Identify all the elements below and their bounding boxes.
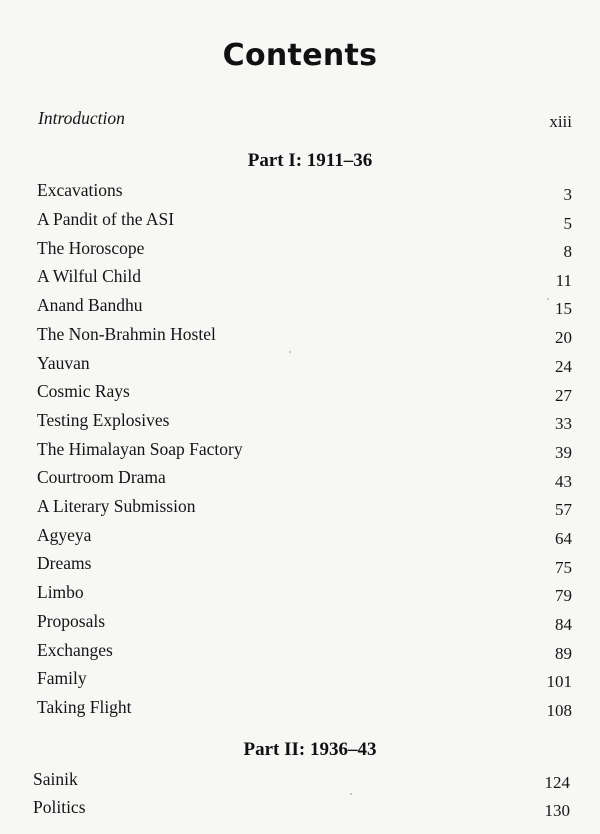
toc-entry-page: 20 (555, 328, 572, 347)
toc-entry-title: Anand Bandhu (37, 295, 143, 315)
toc-entry-page: 3 (563, 185, 572, 204)
toc-entry-title: A Pandit of the ASI (37, 209, 175, 229)
toc-entry-title: Courtroom Drama (37, 467, 166, 487)
toc-entry-title: The Horoscope (37, 238, 145, 258)
toc-entry-page: 130 (544, 801, 570, 820)
toc-entry-page: 79 (555, 586, 572, 605)
toc-entry-page: 8 (563, 242, 572, 261)
toc-entry-page: 15 (555, 299, 572, 318)
toc-entry-page: 24 (555, 357, 572, 376)
toc-entry-title: Family (37, 668, 87, 688)
toc-entry-title: Yauvan (37, 353, 90, 373)
toc-entry-page: 124 (544, 773, 570, 792)
toc-entry-title: A Literary Submission (37, 496, 196, 516)
intro-title: Introduction (38, 108, 125, 128)
toc-entry-page: 84 (555, 615, 572, 634)
part2-title: Part II: 1936–43 (243, 739, 377, 760)
toc-entry-page: 57 (555, 500, 572, 519)
paper-speck (289, 351, 291, 353)
toc-entry-title: Excavations (37, 180, 123, 200)
toc-entry-page: 75 (555, 558, 572, 577)
paper-speck (547, 298, 549, 300)
paper-speck (350, 793, 352, 795)
toc-entry-title: Proposals (37, 611, 106, 631)
toc-entry-page: 108 (546, 701, 572, 720)
toc-entry-page: 89 (555, 644, 572, 663)
intro-page: xiii (549, 112, 572, 131)
toc-entry-page: 43 (555, 472, 572, 491)
toc-entry-title: Limbo (37, 582, 84, 602)
toc-entry-page: 64 (555, 529, 572, 548)
toc-entry-title: The Non-Brahmin Hostel (37, 324, 216, 344)
toc-entry-title: Taking Flight (37, 697, 132, 717)
toc-entry-title: Cosmic Rays (37, 381, 130, 401)
contents-heading: Contents (222, 38, 378, 73)
toc-entry-title: Exchanges (37, 640, 113, 660)
toc-entry-title: The Himalayan Soap Factory (37, 439, 243, 459)
toc-entry-page: 101 (546, 672, 572, 691)
toc-entry-title: A Wilful Child (37, 266, 141, 286)
toc-entry-page: 11 (555, 271, 572, 290)
toc-entry-title: Politics (33, 797, 86, 817)
toc-entry-title: Dreams (37, 553, 92, 573)
toc-entry-page: 39 (555, 443, 572, 462)
toc-entry-title: Testing Explosives (37, 410, 170, 430)
toc-entry-page: 33 (555, 414, 572, 433)
toc-entry-page: 5 (563, 214, 572, 233)
toc-entry-title: Agyeya (37, 525, 92, 545)
toc-entry-page: 27 (555, 386, 572, 405)
toc-entry-title: Sainik (33, 769, 78, 789)
part1-title: Part I: 1911–36 (247, 150, 373, 171)
